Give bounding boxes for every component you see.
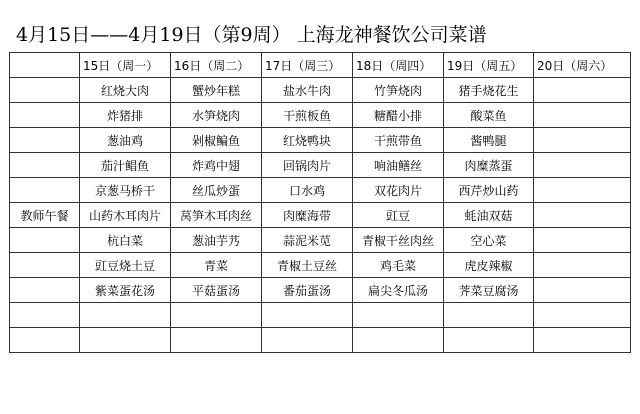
dish-cell: 炸猪排 <box>80 103 171 128</box>
dish-cell: 肉糜海带 <box>262 203 353 228</box>
dish-cell: 紫菜蛋花汤 <box>80 278 171 303</box>
table-row <box>10 103 631 128</box>
dish-cell: 杭白菜 <box>80 228 171 253</box>
dish-cell <box>534 328 631 353</box>
table-row <box>10 278 631 303</box>
menu-table <box>9 52 631 353</box>
dish-cell <box>534 153 631 178</box>
dish-cell <box>444 328 534 353</box>
dish-cell: 酱鸭腿 <box>444 128 534 153</box>
dish-cell: 青椒干丝肉丝 <box>353 228 444 253</box>
label-cell <box>10 328 80 353</box>
dish-cell: 回锅肉片 <box>262 153 353 178</box>
dish-cell: 炸鸡中翅 <box>171 153 262 178</box>
table-row <box>10 228 631 253</box>
table-row <box>10 328 631 353</box>
header-row <box>10 53 631 78</box>
dish-cell: 鸡毛菜 <box>353 253 444 278</box>
dish-cell: 蚝油双菇 <box>444 203 534 228</box>
dish-cell: 双花肉片 <box>353 178 444 203</box>
dish-cell <box>353 303 444 328</box>
corner-cell <box>10 53 80 78</box>
dish-cell <box>444 303 534 328</box>
dish-cell: 红烧鸭块 <box>262 128 353 153</box>
table-row <box>10 178 631 203</box>
table-row <box>10 128 631 153</box>
dish-cell <box>80 328 171 353</box>
dish-cell <box>534 203 631 228</box>
dish-cell: 青菜 <box>171 253 262 278</box>
dish-cell <box>171 328 262 353</box>
dish-cell: 莴笋木耳肉丝 <box>171 203 262 228</box>
dish-cell: 荠菜豆腐汤 <box>444 278 534 303</box>
dish-cell <box>262 303 353 328</box>
dish-cell: 糖醋小排 <box>353 103 444 128</box>
dish-cell: 茄汁鲳鱼 <box>80 153 171 178</box>
dish-cell: 猪手烧花生 <box>444 78 534 103</box>
day-header: 17日（周三） <box>262 53 353 78</box>
table-row <box>10 78 631 103</box>
row-label: 教师午餐 <box>10 203 80 228</box>
dish-cell: 丝瓜炒蛋 <box>171 178 262 203</box>
dish-cell <box>80 303 171 328</box>
dish-cell: 水笋烧肉 <box>171 103 262 128</box>
label-cell <box>10 103 80 128</box>
dish-cell: 竹笋烧肉 <box>353 78 444 103</box>
day-header: 18日（周四） <box>353 53 444 78</box>
dish-cell: 空心菜 <box>444 228 534 253</box>
dish-cell <box>534 78 631 103</box>
label-cell <box>10 178 80 203</box>
table-row <box>10 203 631 228</box>
dish-cell <box>534 228 631 253</box>
dish-cell: 山药木耳肉片 <box>80 203 171 228</box>
dish-cell: 剁椒鳊鱼 <box>171 128 262 153</box>
dish-cell <box>534 128 631 153</box>
day-header: 20日（周六） <box>534 53 631 78</box>
dish-cell: 干煎带鱼 <box>353 128 444 153</box>
table-row <box>10 253 631 278</box>
dish-cell: 西芹炒山药 <box>444 178 534 203</box>
label-cell <box>10 78 80 103</box>
table-row <box>10 303 631 328</box>
dish-cell <box>534 253 631 278</box>
dish-cell <box>262 328 353 353</box>
day-header: 16日（周二） <box>171 53 262 78</box>
dish-cell: 红烧大肉 <box>80 78 171 103</box>
dish-cell: 响油鳝丝 <box>353 153 444 178</box>
table-row <box>10 153 631 178</box>
dish-cell: 干煎板鱼 <box>262 103 353 128</box>
dish-cell <box>534 103 631 128</box>
dish-cell: 肉糜蒸蛋 <box>444 153 534 178</box>
label-cell <box>10 303 80 328</box>
dish-cell <box>534 178 631 203</box>
dish-cell: 蒜泥米苋 <box>262 228 353 253</box>
dish-cell: 盐水牛肉 <box>262 78 353 103</box>
label-cell <box>10 278 80 303</box>
dish-cell: 葱油芋艿 <box>171 228 262 253</box>
label-cell <box>10 253 80 278</box>
dish-cell: 口水鸡 <box>262 178 353 203</box>
dish-cell: 青椒土豆丝 <box>262 253 353 278</box>
dish-cell: 豇豆烧土豆 <box>80 253 171 278</box>
page-title: 4月15日——4月19日（第9周） 上海龙神餐饮公司菜谱 <box>16 24 487 46</box>
dish-cell: 虎皮辣椒 <box>444 253 534 278</box>
label-cell <box>10 228 80 253</box>
dish-cell <box>534 278 631 303</box>
dish-cell: 豇豆 <box>353 203 444 228</box>
dish-cell: 京葱马桥干 <box>80 178 171 203</box>
dish-cell: 酸菜鱼 <box>444 103 534 128</box>
day-header: 19日（周五） <box>444 53 534 78</box>
dish-cell <box>353 328 444 353</box>
dish-cell <box>534 303 631 328</box>
label-cell <box>10 153 80 178</box>
dish-cell: 番茄蛋汤 <box>262 278 353 303</box>
dish-cell: 葱油鸡 <box>80 128 171 153</box>
dish-cell: 扁尖冬瓜汤 <box>353 278 444 303</box>
label-cell <box>10 128 80 153</box>
dish-cell: 蟹炒年糕 <box>171 78 262 103</box>
day-header: 15日（周一） <box>80 53 171 78</box>
dish-cell <box>171 303 262 328</box>
dish-cell: 平菇蛋汤 <box>171 278 262 303</box>
